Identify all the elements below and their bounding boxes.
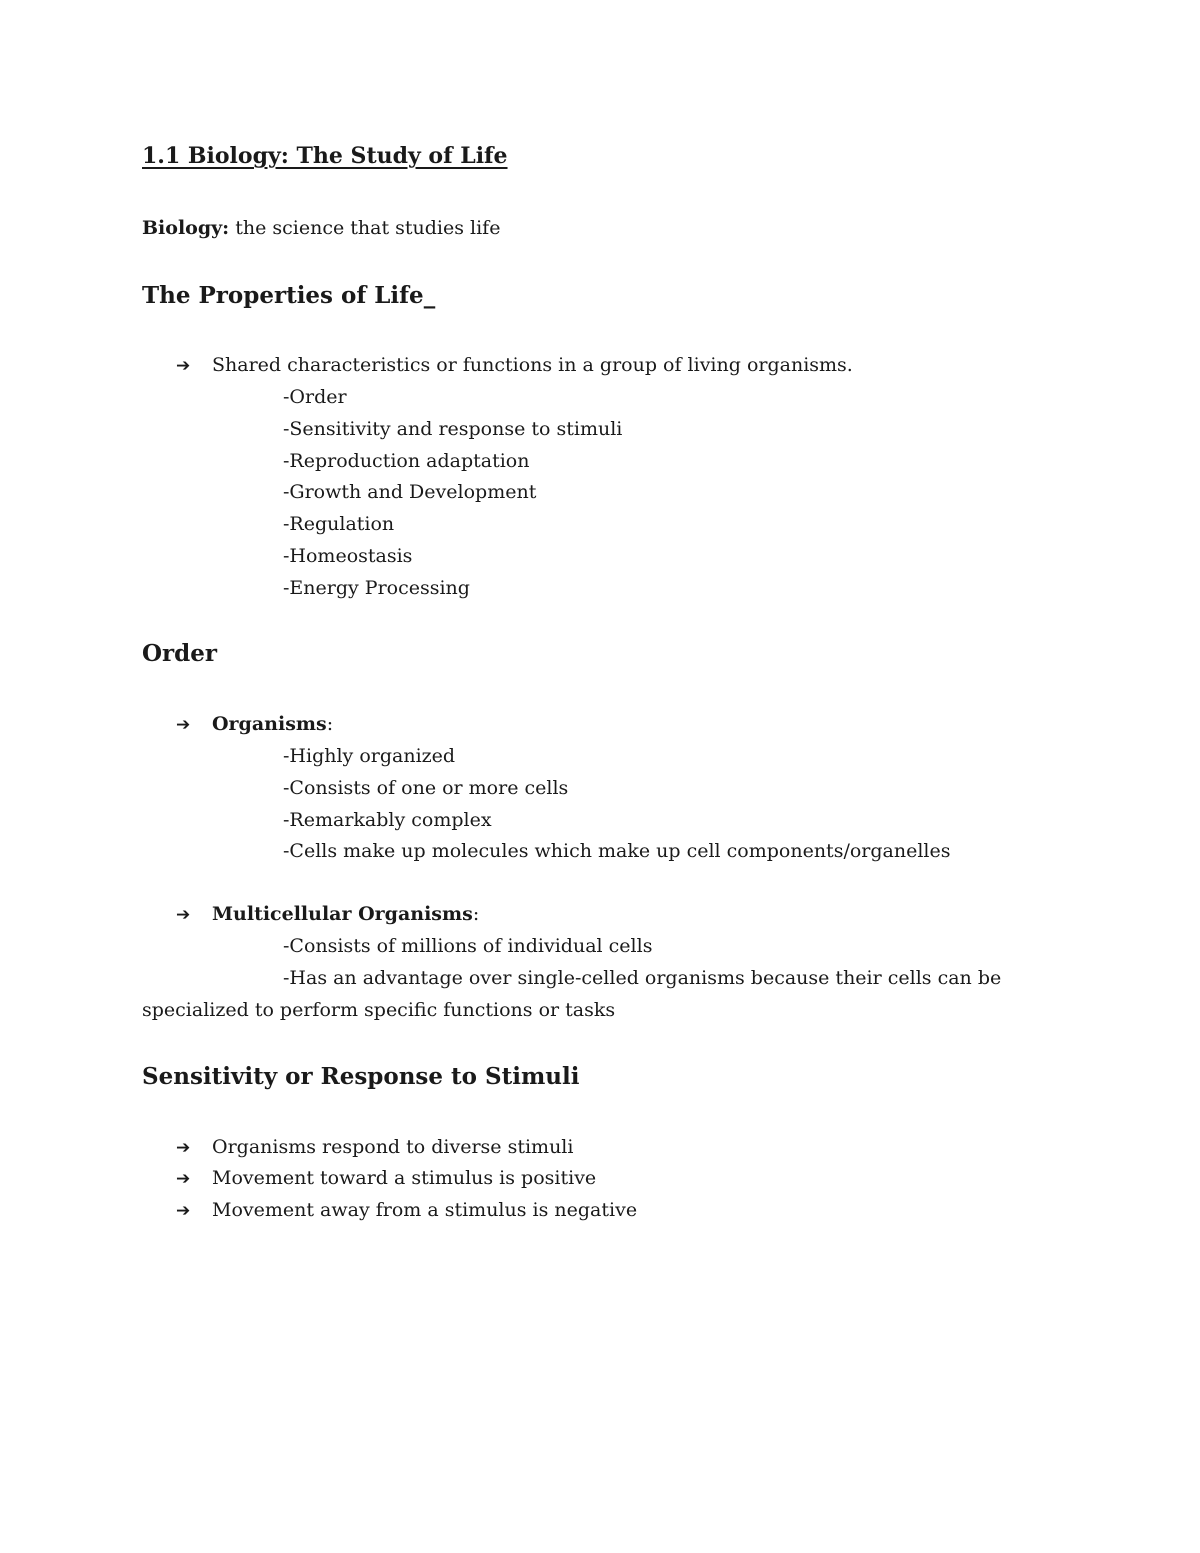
property-item: -Order [283, 386, 347, 408]
heading-properties-of-life [142, 282, 435, 309]
sensitivity-bullet-text: Movement toward a stimulus is positive [212, 1167, 597, 1189]
sensitivity-bullet [176, 1199, 637, 1221]
organisms-item: -Remarkably complex [283, 809, 492, 831]
sensitivity-bullet [176, 1167, 596, 1189]
organisms-item: -Highly organized [283, 745, 456, 767]
multicellular-item: -Has an advantage over single-celled organisms because their cells can be [283, 967, 1002, 989]
arrow-icon: ➔ [176, 905, 191, 925]
property-item: -Energy Processing [283, 577, 470, 599]
arrow-icon: ➔ [176, 356, 191, 376]
multicellular-item: -Consists of millions of individual cells [283, 935, 653, 957]
organisms-item: -Cells make up molecules which make up cell components/organelles [283, 840, 951, 862]
sensitivity-bullet-text: Movement away from a stimulus is negative [212, 1199, 638, 1221]
multicellular-item-continuation: specialized to perform specific functions or tasks [142, 999, 616, 1021]
multicellular-colon: : [472, 903, 480, 925]
sensitivity-bullet [176, 1136, 573, 1158]
property-item: -Growth and Development [283, 481, 537, 503]
arrow-icon: ➔ [176, 1169, 191, 1189]
definition-term: Biology: [142, 217, 230, 239]
heading-sensitivity: Sensitivity or Response to Stimuli [142, 1063, 580, 1090]
multicellular-label: Multicellular Organisms [212, 903, 473, 925]
properties-bullet-text: Shared characteristics or functions in a group of living organisms. [212, 354, 853, 376]
property-item: -Reproduction adaptation [283, 450, 530, 472]
arrow-icon: ➔ [176, 715, 191, 735]
multicellular-bullet [176, 903, 479, 925]
heading-properties-text: The Properties of Life [142, 282, 424, 309]
organisms-item: -Consists of one or more cells [283, 777, 569, 799]
heading-order: Order [142, 640, 217, 667]
properties-bullet [176, 354, 853, 376]
definition-text: the science that studies life [229, 217, 501, 239]
property-item: -Regulation [283, 513, 395, 535]
organisms-colon: : [326, 713, 334, 735]
sensitivity-bullet-text: Organisms respond to diverse stimuli [212, 1136, 574, 1158]
document-title: 1.1 Biology: The Study of Life [142, 143, 508, 169]
arrow-icon: ➔ [176, 1201, 191, 1221]
biology-definition [142, 217, 500, 239]
heading-properties-underscore: _ [423, 282, 436, 309]
arrow-icon: ➔ [176, 1138, 191, 1158]
organisms-label: Organisms [212, 713, 327, 735]
property-item: -Sensitivity and response to stimuli [283, 418, 623, 440]
organisms-bullet [176, 713, 333, 735]
property-item: -Homeostasis [283, 545, 413, 567]
